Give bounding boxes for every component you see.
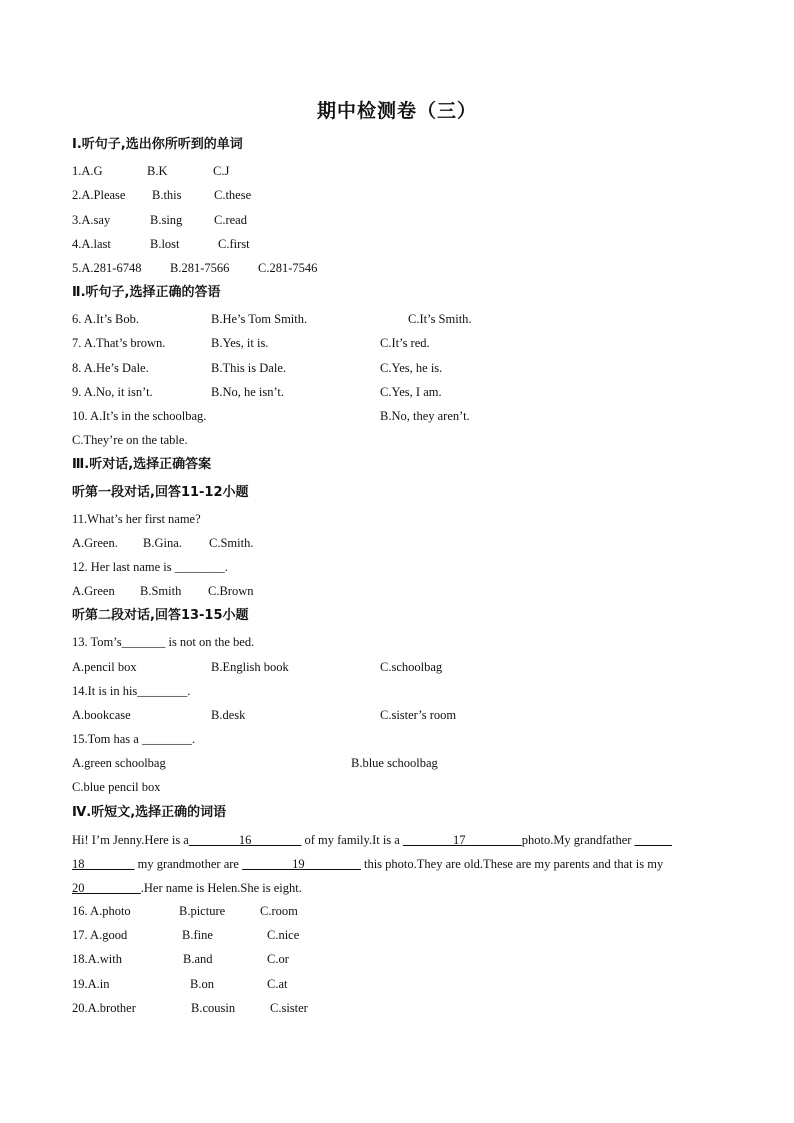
q15-option-c: C.blue pencil box [72,780,161,794]
blank-16: ________16________ [188,833,302,847]
q11-stem: 11.What’s her first name? [72,512,201,526]
blank-18-start: ______ [634,833,673,847]
blank-18-end: 18________ [72,857,135,871]
q9-option-c: C.Yes, I am. [380,385,442,399]
q10-option-b: B.No, they aren’t. [380,409,470,423]
section-1-heading: Ⅰ.听句子,选出你所听到的单词 [72,137,243,152]
q4-option-a: 4.A.last [72,237,111,251]
q14-option-a: A.bookcase [72,708,131,722]
q13-option-b: B.English book [211,660,289,674]
q3-option-b: B.sing [150,213,183,227]
q20-option-b: B.cousin [191,1001,236,1015]
q14-stem: 14.It is in his________. [72,684,191,698]
q18-option-b: B.and [183,952,213,966]
q3-option-c: C.read [214,213,247,227]
q17-option-c: C.nice [267,928,300,942]
q12-option-b: B.Smith [140,584,182,598]
passage-text-4: my grandmother are [134,857,243,871]
q12-option-c: C.Brown [208,584,254,598]
q5-option-a: 5.A.281-6748 [72,261,142,275]
q15-stem: 15.Tom has a ________. [72,732,196,746]
passage-text-6: .Her name is Helen.She is eight. [140,881,302,895]
q3-option-a: 3.A.say [72,213,111,227]
dialogue-2-heading: 听第二段对话,回答13-15小题 [72,608,249,623]
section-4-heading: Ⅳ.听短文,选择正确的词语 [72,805,227,820]
q10-option-a: 10. A.It’s in the schoolbag. [72,409,207,423]
q2-option-c: C.these [214,188,252,202]
passage [72,828,724,900]
q4-option-c: C.first [218,237,250,251]
q9-option-b: B.No, he isn’t. [211,385,285,399]
blank-19: ________19_________ [242,857,361,871]
q13-option-c: C.schoolbag [380,660,443,674]
q20-option-a: 20.A.brother [72,1001,136,1015]
q16-option-a: 16. A.photo [72,904,131,918]
q6-option-b: B.He’s Tom Smith. [211,312,308,326]
q18-option-c: C.or [267,952,289,966]
q19-option-b: B.on [190,977,214,991]
q11-option-c: C.Smith. [209,536,254,550]
q11-option-a: A.Green. [72,536,118,550]
q1-option-c: C.J [213,164,230,178]
q1-option-b: B.K [147,164,168,178]
q13-option-a: A.pencil box [72,660,137,674]
q9-option-a: 9. A.No, it isn’t. [72,385,153,399]
q11-option-b: B.Gina. [143,536,182,550]
q16-option-c: C.room [260,904,298,918]
q17-option-b: B.fine [182,928,213,942]
q20-option-c: C.sister [270,1001,308,1015]
q5-option-b: B.281-7566 [170,261,230,275]
q6-option-a: 6. A.It’s Bob. [72,312,140,326]
q8-option-b: B.This is Dale. [211,361,286,375]
q10-option-c: C.They’re on the table. [72,433,188,447]
q2-option-a: 2.A.Please [72,188,126,202]
q2-option-b: B.this [152,188,182,202]
section-3-heading: Ⅲ.听对话,选择正确答案 [72,457,212,472]
passage-text-1: Hi! I’m Jenny.Here is a [72,833,189,847]
page-title: 期中检测卷（三） [316,100,477,122]
q14-option-c: C.sister’s room [380,708,457,722]
q12-option-a: A.Green [72,584,115,598]
dialogue-1-heading: 听第一段对话,回答11-12小题 [72,485,249,500]
section-2-heading: Ⅱ.听句子,选择正确的答语 [72,285,221,300]
q19-option-a: 19.A.in [72,977,110,991]
q16-option-b: B.picture [179,904,226,918]
q12-stem: 12. Her last name is ________. [72,560,228,574]
q17-option-a: 17. A.good [72,928,128,942]
q1-option-a: 1.A.G [72,164,103,178]
q18-option-a: 18.A.with [72,952,122,966]
passage-text-2: of my family.It is a [301,833,403,847]
q7-option-a: 7. A.That’s brown. [72,336,166,350]
q19-option-c: C.at [267,977,288,991]
q7-option-c: C.It’s red. [380,336,430,350]
blank-17: ________17_________ [402,833,522,847]
passage-text-5: this photo.They are old.These are my parents and that is my [360,857,664,871]
q15-option-b: B.blue schoolbag [351,756,438,770]
q8-option-a: 8. A.He’s Dale. [72,361,149,375]
q15-option-a: A.green schoolbag [72,756,166,770]
q14-option-b: B.desk [211,708,246,722]
q8-option-c: C.Yes, he is. [380,361,443,375]
blank-20: 20_________ [72,881,141,895]
q6-option-c: C.It’s Smith. [408,312,472,326]
q4-option-b: B.lost [150,237,180,251]
q7-option-b: B.Yes, it is. [211,336,269,350]
q13-stem: 13. Tom’s_______ is not on the bed. [72,635,255,649]
passage-text-3: photo.My grandfather [521,833,635,847]
q5-option-c: C.281-7546 [258,261,318,275]
